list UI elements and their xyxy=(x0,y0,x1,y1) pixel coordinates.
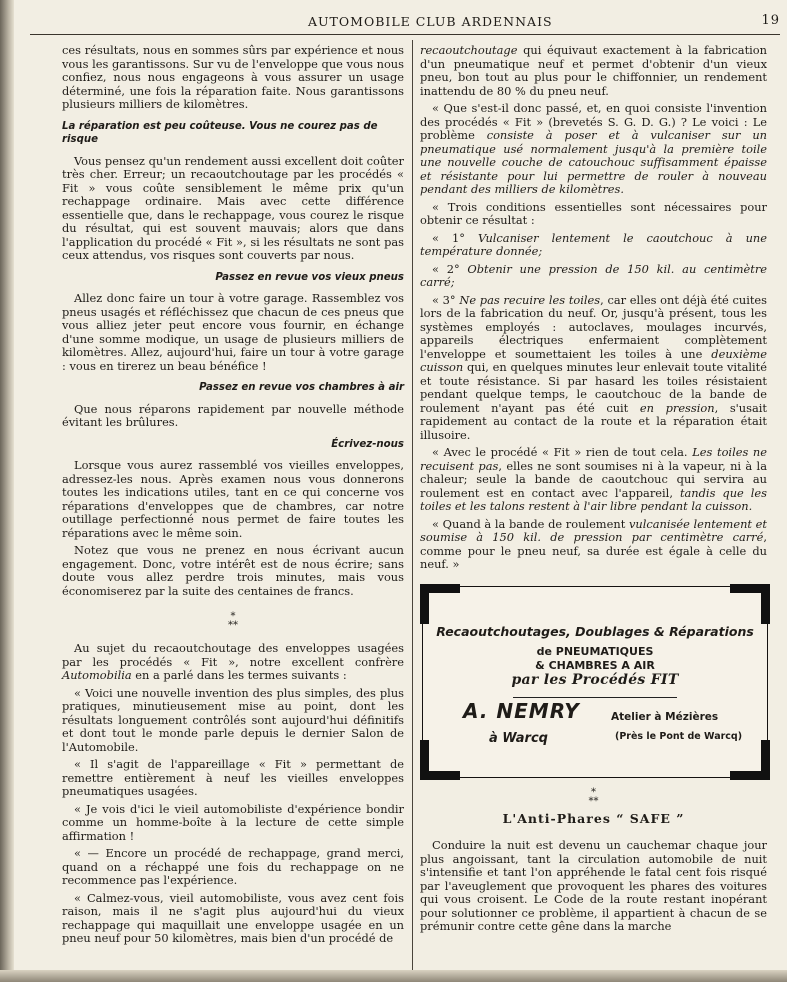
condition-1: « 1° Vulcaniser lentement le caoutchouc à une température donnée; xyxy=(420,230,768,258)
asterism: * ** xyxy=(588,786,599,807)
ad-corner-ornament xyxy=(420,584,460,624)
condition-2: « 2° Obtenir une pression de 150 kil. au centimètre carré; xyxy=(420,261,768,289)
ad-services: Recaoutchoutages, Doublages & Réparations xyxy=(436,623,754,639)
paragraph-quote-invention: « Voici une nouvelle invention des plus simples, des plus pratiques, minutieusement mise au point, dont les résultats longuement contrôlés sont aujourd'hui définitifs et dont tout le monde parle depuis le dernier Salon de l'Automobile. xyxy=(62,685,404,754)
heading-repair-cost: La réparation est peu coûteuse. Vous ne courez pas de risque xyxy=(62,120,378,145)
paragraph-write-us: Lorsque vous aurez rassemblé vos vieilles enveloppes, adressez-les nous. Après examen nous vous donnerons toutes les indications utiles, tant en ce qui concerne vos réparations d'enveloppes que de chambres, car notre outillage perfectionné nous permet de faire toutes les réparations avec le même soin. xyxy=(62,458,404,540)
page-bottom-edge xyxy=(0,970,787,982)
paragraph-no-commitment: Notez que vous ne prenez en nous écrivant aucun engagement. Donc, votre intérêt est de nous écrire; sans doute vous allez perdre trois minutes, mais vous économiserez par la suite des centaines de francs. xyxy=(62,543,404,598)
heading-anti-phares: L'Anti-Phares “ SAFE ” xyxy=(502,810,685,826)
ad-procedes: par les Procédés FIT xyxy=(511,671,679,688)
heading-old-tyres: Passez en revue vos vieux pneus xyxy=(215,271,404,283)
ad-corner-ornament xyxy=(730,584,770,624)
ad-workshop: Atelier à Mézières xyxy=(611,710,719,723)
paragraph-fit-process: « Avec le procédé « Fit » rien de tout cela. Les toiles ne recuisent pas, elles ne sont soumises ni à la vapeur, ni à la chaleur; seule la bande de caoutchouc qui servira au roulement est en contact avec l'appareil, tandis que les toiles et les talons restent à l'air libre pendant la cuisson. xyxy=(420,445,768,513)
journal-title: AUTOMOBILE CLUB ARDENNAIS xyxy=(308,14,553,29)
ad-pneumatiques: de PNEUMATIQUES xyxy=(536,644,654,658)
ad-corner-ornament xyxy=(730,740,770,780)
paragraph-tread: « Quand à la bande de roulement vulcanisée lentement et soumise à 150 kil. de pression par centimètre carré, comme pour le pneu neuf, sa durée est égale à celle du neuf. » xyxy=(420,516,767,571)
binding-gutter xyxy=(0,0,14,982)
paragraph-inner-tubes: Que nous réparons rapidement par nouvelle méthode évitant les brûlures. xyxy=(62,401,404,429)
heading-write-us: Écrivez-nous xyxy=(331,438,404,450)
heading-inner-tubes: Passez en revue vos chambres à air xyxy=(199,382,404,393)
running-header xyxy=(30,12,780,32)
ad-workshop-note: (Près le Pont de Warcq) xyxy=(615,730,743,742)
column-divider xyxy=(412,40,413,970)
ad-corner-ornament xyxy=(420,740,460,780)
header-rule xyxy=(30,34,780,35)
left-column xyxy=(62,44,404,950)
paragraph-cost: Vous pensez qu'un rendement aussi excellent doit coûter très cher. Erreur; un recaoutchoutage par les procédés « Fit » vous coûte sensiblement le même prix qu'un rechappage ordinaire. Mais avec cette différence essentielle que, dans le rechappage, vous courez le risque du résultat, qui est souvent mauvais; alors que dans l'application du procédé « Fit », si les résultats ne sont pas ceux attendus, vos risques sont couverts par nous. xyxy=(62,153,404,262)
paragraph-quote-veteran: « Je vois d'ici le vieil automobiliste d'expérience bondir comme un homme-boîte à la lecture de cette simple affirmation ! xyxy=(62,801,404,843)
paragraph-quote-fit: « Il s'agit de l'appareillage « Fit » permettant de remettre entièrement à neuf les vieilles enveloppes pneumatiques usagées. xyxy=(62,757,404,798)
ad-location: à Warcq xyxy=(489,730,548,746)
page-number: 19 xyxy=(761,13,780,28)
paragraph-intro: ces résultats, nous en sommes sûrs par expérience et nous vous les garantissons. Sur vu de l'enveloppe que vous nous confiez, nous nous engageons à vous assurer un usage déterminé, une fois la réparation faite. Nous garantissons plusieurs milliers de kilomètres. xyxy=(62,43,404,111)
paragraph-night-driving: Conduire la nuit est devenu un cauchemar chaque jour plus angoissant, tant la circulation automobile de nuit s'intensifie et tant l'on appréhende le fatal cent fois risqué par l'aveuglement que provoquent les phares des voitures qui vous croisent. Le Code de la route restant inopérant pour solutionner ce problème, il appartient à chacun de se prémunir contre cette gêne dans la marche xyxy=(420,838,767,933)
paragraph-quote-calm: « Calmez-vous, vieil automobiliste, vous avez cent fois raison, mais il ne s'agit plus aujourd'hui du vieux rechappage qui maquillait une enveloppe usagée en un pneu neuf pour 50 kilomètres, mais bien d'un procédé de xyxy=(62,890,404,945)
paragraph-problem: « Que s'est-il donc passé, et, en quoi consiste l'invention des procédés « Fit » (brevetés S. G. D. G.) ? Le voici : Le problème consiste à poser et à vulcaniser sur un pneumatique usé normalement jusqu'à la première toile une nouvelle couche de catouchouc suffisamment épaisse et résistante pour lui permettre de rouler à nouveau pendant des milliers de kilomètres. xyxy=(420,101,767,196)
condition-3: « 3° Ne pas recuire les toiles, car elles ont déjà été cuites lors de la fabrication du neuf. Or, jusqu'à présent, tous les systèmes employés : autoclaves, moulages incurvés, appareils électriques enfermaient complètement l'enveloppe et soumettaient les toiles à une deuxième cuisson qui, en quelques minutes leur enlevait toute vitalité et toute résistance. Si par hasard les toiles résistaient pendant quelque temps, le caoutchouc de la bande de roulement n'ayant pas été cuit en pression, s'usait rapidement au contact de la route et la réparation était illusoire. xyxy=(420,292,768,442)
asterism: * ** xyxy=(228,611,238,631)
paragraph-three-conditions: « Trois conditions essentielles sont nécessaires pour obtenir ce résultat : xyxy=(420,199,767,227)
paragraph-old-tyres: Allez donc faire un tour à votre garage. Rassemblez vos pneus usagés et réfléchissez que chacun de ces pneus que vous alliez jeter peut encore vous fournir, en échange d'une somme modique, un usage de plusieurs milliers de kilomètres. Allez, aujourd'hui, faire un tour à votre garage : vous en tirerez un beau bénéfice ! xyxy=(62,291,404,373)
paragraph-automobilia: Au sujet du recaoutchoutage des enveloppes usagées par les procédés « Fit », notre excellent confrère Automobilia en a parlé dans les termes suivants : xyxy=(62,641,404,682)
ad-chambres: & CHAMBRES A AIR xyxy=(535,658,655,672)
right-column xyxy=(420,44,767,938)
paragraph-quote-rechappage: « — Encore un procédé de rechappage, grand merci, quand on a réchappé une fois du rechappage on ne recommence pas l'expérience. xyxy=(62,846,404,887)
paragraph-continuation: recaoutchoutage qui équivaut exactement à la fabrication d'un pneumatique neuf et permet d'obtenir d'un vieux pneu, bon tout au plus pour le chiffonnier, un rendement inattendu de 80 % du pneu neuf. xyxy=(420,43,767,98)
ad-rule xyxy=(513,697,677,698)
advertisement-nemry xyxy=(422,586,768,778)
ad-company-name: A. NEMRY xyxy=(463,698,580,723)
